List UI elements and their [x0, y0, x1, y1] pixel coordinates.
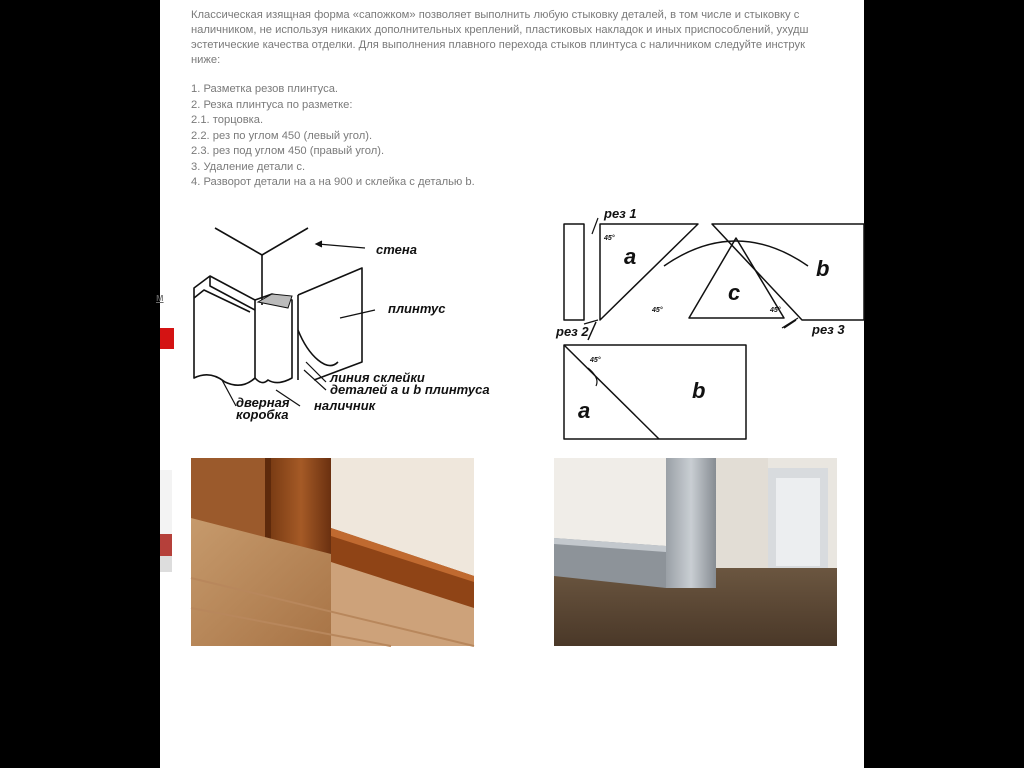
cut-scheme-diagram — [552, 200, 864, 445]
plinth-corner-diagram — [180, 210, 500, 430]
step-item: 3. Удаление детали c. — [191, 160, 306, 173]
label-plinth: плинтус — [388, 301, 446, 316]
label-part-a: a — [624, 244, 637, 269]
angle-mark: 45° — [770, 307, 781, 314]
intro-line: наличником, не используя никаких дополнительных креплений, пластиковых накладок и иных приспособлений, ухудш — [191, 24, 809, 36]
label-part-b: b — [816, 256, 830, 281]
label-glue-line: линия склейки — [330, 370, 425, 385]
intro-line: ниже: — [191, 54, 221, 66]
sidebar-link-fragment[interactable]: м — [156, 292, 164, 304]
label-cut-2: рез 2 — [556, 324, 589, 339]
article-content — [156, 0, 864, 768]
steps-list — [191, 82, 475, 191]
label-part-b-bottom: b — [692, 378, 706, 403]
label-glue-parts: деталей a и b плинтуса — [330, 382, 490, 397]
label-part-c: c — [728, 280, 741, 305]
label-cut-3: рез 3 — [812, 322, 845, 337]
label-door-frame: дверная — [236, 395, 290, 410]
sidebar-red-button-fragment[interactable] — [160, 328, 174, 349]
step-item: 2.3. рез под углом 450 (правый угол). — [191, 145, 385, 157]
angle-mark: 45° — [604, 235, 615, 242]
sidebar-thumbnail-fragment[interactable] — [160, 470, 172, 572]
step-item: 1. Разметка резов плинтуса. — [191, 83, 339, 95]
intro-line: Классическая изящная форма «сапожком» позволяет выполнить любую стыковку деталей, в том числе и стыковку с — [191, 9, 800, 21]
angle-mark: 45° — [590, 357, 601, 364]
label-wall: стена — [376, 242, 417, 257]
step-item: 2.1. торцовка. — [191, 114, 264, 126]
intro-paragraph — [191, 8, 891, 68]
angle-mark: 45° — [652, 307, 663, 314]
photo-grey-plinth — [554, 458, 837, 646]
label-part-a-bottom: a — [578, 398, 591, 423]
label-cut-1: рез 1 — [604, 206, 637, 221]
label-casing: наличник — [314, 398, 376, 413]
step-item: 4. Разворот детали на a на 900 и склейка с деталью b. — [191, 176, 475, 188]
photo-wood-plinth — [191, 458, 474, 646]
label-door-frame-2: коробка — [236, 407, 289, 422]
step-item: 2. Резка плинтуса по разметке: — [191, 98, 353, 111]
intro-line: эстетические качества отделки. Для выполнения плавного перехода стыков плинтуса с наличником следуйте инструк — [191, 39, 805, 51]
step-item: 2.2. рез по углом 450 (левый угол). — [191, 129, 373, 142]
